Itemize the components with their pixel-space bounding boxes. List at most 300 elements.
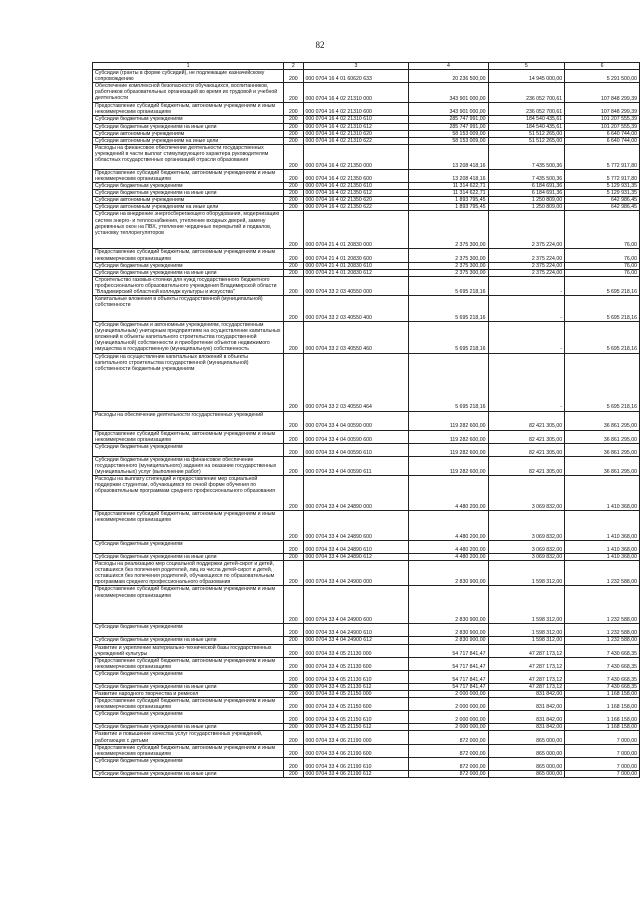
- classification-code-cell: 000 0704 33 4 04 00590 000: [303, 411, 409, 430]
- classification-code-cell: 000 0704 33 4 04 24900 600: [303, 586, 409, 624]
- table-row: [93, 476, 640, 511]
- unexecuted-amount-cell: 7 000,00: [565, 770, 640, 777]
- row-code-cell: 200: [284, 123, 303, 130]
- unexecuted-amount-cell: 6 640 744,00: [565, 130, 640, 137]
- approved-amount-cell: 1 893 795,45: [409, 204, 488, 211]
- unexecuted-amount-cell: 7 430 668,35: [565, 657, 640, 670]
- approved-amount-cell: 2 830 900,00: [409, 586, 488, 624]
- row-name-cell: Субсидии бюджетным учреждениям на иные цели: [93, 554, 284, 561]
- unexecuted-amount-cell: 7 000,00: [565, 744, 640, 757]
- unexecuted-amount-cell: 1 168 158,00: [565, 724, 640, 731]
- row-code-cell: 200: [284, 456, 303, 475]
- approved-amount-cell: 54 717 841,47: [409, 644, 488, 657]
- unexecuted-amount-cell: 76,00: [565, 269, 640, 276]
- table-row: [93, 541, 640, 554]
- approved-amount-cell: 13 208 418,16: [409, 144, 488, 169]
- classification-code-cell: 000 0704 33 4 04 24890 610: [303, 541, 409, 554]
- classification-code-cell: 000 0704 16 4 02 21350 610: [303, 183, 409, 190]
- classification-code-cell: 000 0704 33 4 05 21150 612: [303, 724, 409, 731]
- classification-code-cell: 000 0704 21 4 01 20830 610: [303, 262, 409, 269]
- approved-amount-cell: 343 901 000,00: [409, 83, 488, 103]
- classification-code-cell: 000 0704 16 4 02 21350 612: [303, 190, 409, 197]
- executed-amount-cell: 1 598 312,00: [488, 561, 565, 586]
- table-row: [93, 322, 640, 353]
- row-name-cell: Субсидии бюджетным учреждениям: [93, 541, 284, 554]
- row-name-cell: Субсидии бюджетным учреждениям на финансовое обеспечение государственного (муниципального) задания на оказание государственных (муниципальных) услуг (выполнение работ): [93, 456, 284, 475]
- executed-amount-cell: 184 540 435,61: [488, 116, 565, 123]
- row-code-cell: 200: [284, 103, 303, 116]
- executed-amount-cell: -: [488, 296, 565, 322]
- classification-code-cell: 000 0704 33 2 03 40550 400: [303, 296, 409, 322]
- table-row: [93, 183, 640, 190]
- row-code-cell: 200: [284, 757, 303, 770]
- unexecuted-amount-cell: 5 129 931,35: [565, 190, 640, 197]
- unexecuted-amount-cell: 7 430 668,35: [565, 644, 640, 657]
- approved-amount-cell: 872 000,00: [409, 731, 488, 744]
- approved-amount-cell: 54 717 841,47: [409, 657, 488, 670]
- unexecuted-amount-cell: 642 986,45: [565, 204, 640, 211]
- executed-amount-cell: 82 421 305,00: [488, 443, 565, 456]
- row-code-cell: 200: [284, 276, 303, 295]
- unexecuted-amount-cell: 1 168 158,00: [565, 691, 640, 698]
- row-name-cell: Субсидии автономным учреждениям на иные цели: [93, 204, 284, 211]
- row-code-cell: 200: [284, 411, 303, 430]
- classification-code-cell: 000 0704 33 4 05 21130 000: [303, 644, 409, 657]
- approved-amount-cell: 5 695 218,16: [409, 276, 488, 295]
- classification-code-cell: 000 0704 16 4 02 21350 622: [303, 204, 409, 211]
- classification-code-cell: 000 0704 33 4 04 00590 611: [303, 456, 409, 475]
- executed-amount-cell: 7 435 500,36: [488, 169, 565, 182]
- row-code-cell: 200: [284, 144, 303, 169]
- classification-code-cell: 000 0704 33 4 05 21150 610: [303, 711, 409, 724]
- row-name-cell: Субсидии бюджетным учреждениям: [93, 670, 284, 683]
- classification-code-cell: 000 0704 33 4 05 21150 000: [303, 691, 409, 698]
- table-row: [93, 683, 640, 690]
- row-name-cell: Субсидии бюджетным учреждениям: [93, 116, 284, 123]
- classification-code-cell: 000 0704 16 4 02 21310 000: [303, 83, 409, 103]
- classification-code-cell: 000 0704 33 4 04 24890 600: [303, 511, 409, 541]
- approved-amount-cell: 54 717 841,47: [409, 670, 488, 683]
- executed-amount-cell: 236 052 700,61: [488, 83, 565, 103]
- approved-amount-cell: 5 695 218,16: [409, 322, 488, 353]
- approved-amount-cell: 11 314 622,71: [409, 183, 488, 190]
- row-code-cell: 200: [284, 204, 303, 211]
- unexecuted-amount-cell: 36 861 295,00: [565, 456, 640, 475]
- approved-amount-cell: 2 375 300,00: [409, 269, 488, 276]
- row-name-cell: Предоставление субсидий бюджетным, автономным учреждениям и иным некоммерческим организациям: [93, 698, 284, 711]
- budget-execution-table: [92, 62, 640, 778]
- table-row: [93, 724, 640, 731]
- row-code-cell: 200: [284, 698, 303, 711]
- table-row: [93, 249, 640, 262]
- approved-amount-cell: 58 153 009,00: [409, 137, 488, 144]
- row-code-cell: 200: [284, 70, 303, 83]
- classification-code-cell: 000 0704 16 4 02 21350 620: [303, 197, 409, 204]
- executed-amount-cell: 865 000,00: [488, 744, 565, 757]
- classification-code-cell: 000 0704 16 4 02 21310 600: [303, 103, 409, 116]
- unexecuted-amount-cell: 107 848 299,39: [565, 83, 640, 103]
- row-code-cell: 200: [284, 561, 303, 586]
- executed-amount-cell: 2 375 224,00: [488, 269, 565, 276]
- approved-amount-cell: 58 153 009,00: [409, 130, 488, 137]
- table-row: [93, 443, 640, 456]
- classification-code-cell: 000 0704 33 4 06 21190 000: [303, 731, 409, 744]
- classification-code-cell: 000 0704 33 4 05 21150 600: [303, 698, 409, 711]
- table-header: [93, 63, 640, 70]
- unexecuted-amount-cell: 1 168 158,00: [565, 711, 640, 724]
- row-code-cell: 200: [284, 130, 303, 137]
- approved-amount-cell: 2 830 900,00: [409, 624, 488, 637]
- approved-amount-cell: 119 282 600,00: [409, 411, 488, 430]
- approved-amount-cell: 872 000,00: [409, 757, 488, 770]
- approved-amount-cell: 2 000 000,00: [409, 724, 488, 731]
- unexecuted-amount-cell: 1 410 368,00: [565, 476, 640, 511]
- row-code-cell: 200: [284, 644, 303, 657]
- classification-code-cell: 000 0704 33 4 04 00590 600: [303, 430, 409, 443]
- table-row: [93, 637, 640, 644]
- executed-amount-cell: 184 540 435,61: [488, 123, 565, 130]
- executed-amount-cell: 2 375 224,00: [488, 249, 565, 262]
- table-row: [93, 70, 640, 83]
- classification-code-cell: 000 0704 21 4 01 20830 000: [303, 211, 409, 249]
- classification-code-cell: 000 0704 33 2 03 40550 460: [303, 322, 409, 353]
- classification-code-cell: 000 0704 33 4 05 21130 612: [303, 683, 409, 690]
- table-row: [93, 262, 640, 269]
- executed-amount-cell: 831 842,00: [488, 711, 565, 724]
- executed-amount-cell: 831 842,00: [488, 698, 565, 711]
- approved-amount-cell: 872 000,00: [409, 770, 488, 777]
- row-name-cell: Субсидии бюджетным учреждениям на иные цели: [93, 724, 284, 731]
- table-row: [93, 430, 640, 443]
- table-row: [93, 456, 640, 475]
- approved-amount-cell: 2 375 300,00: [409, 262, 488, 269]
- table-row: [93, 561, 640, 586]
- row-code-cell: 200: [284, 137, 303, 144]
- classification-code-cell: 000 0704 16 4 02 21310 622: [303, 137, 409, 144]
- approved-amount-cell: 4 480 200,00: [409, 554, 488, 561]
- unexecuted-amount-cell: 1 410 368,00: [565, 511, 640, 541]
- executed-amount-cell: -: [488, 322, 565, 353]
- executed-amount-cell: 1 250 809,00: [488, 197, 565, 204]
- classification-code-cell: 000 0704 33 4 04 24890 000: [303, 476, 409, 511]
- approved-amount-cell: 4 480 200,00: [409, 511, 488, 541]
- unexecuted-amount-cell: 101 207 555,39: [565, 116, 640, 123]
- row-name-cell: Расходы на выплату стипендий и предоставление мер социальной поддержки студентам, обучающимся по очной форме обучения по образовательным программам среднего профессионального образования: [93, 476, 284, 511]
- row-code-cell: 200: [284, 637, 303, 644]
- table-row: [93, 353, 640, 411]
- executed-amount-cell: 2 375 224,00: [488, 211, 565, 249]
- row-name-cell: Предоставление субсидий бюджетным, автономным учреждениям и иным некоммерческим организациям: [93, 103, 284, 116]
- column-header-1: 1: [93, 63, 284, 70]
- table-row: [93, 197, 640, 204]
- approved-amount-cell: 119 282 600,00: [409, 456, 488, 475]
- executed-amount-cell: 3 069 832,00: [488, 511, 565, 541]
- approved-amount-cell: 343 901 000,00: [409, 103, 488, 116]
- row-name-cell: Строительство газовых-стоянки для нужд государственного бюджетного профессионального образовательного учреждения Владимирской области "Владимирский областной колледж культуры и искусства": [93, 276, 284, 295]
- executed-amount-cell: 14 945 000,00: [488, 70, 565, 83]
- row-code-cell: 200: [284, 657, 303, 670]
- executed-amount-cell: 51 512 265,00: [488, 137, 565, 144]
- row-code-cell: 200: [284, 731, 303, 744]
- executed-amount-cell: 47 287 173,12: [488, 644, 565, 657]
- unexecuted-amount-cell: 1 232 588,00: [565, 624, 640, 637]
- approved-amount-cell: 11 314 622,71: [409, 190, 488, 197]
- row-name-cell: Субсидии автономным учреждениям: [93, 197, 284, 204]
- row-name-cell: Субсидии автономным учреждениям на иные цели: [93, 137, 284, 144]
- column-header-6: 6: [565, 63, 640, 70]
- executed-amount-cell: 82 421 305,00: [488, 430, 565, 443]
- unexecuted-amount-cell: 5 695 218,16: [565, 322, 640, 353]
- executed-amount-cell: 47 287 173,12: [488, 683, 565, 690]
- executed-amount-cell: 6 184 691,36: [488, 183, 565, 190]
- approved-amount-cell: 2 000 000,00: [409, 711, 488, 724]
- unexecuted-amount-cell: 76,00: [565, 211, 640, 249]
- table-row: [93, 586, 640, 624]
- table-row: [93, 276, 640, 295]
- table-row: [93, 698, 640, 711]
- executed-amount-cell: 865 000,00: [488, 731, 565, 744]
- executed-amount-cell: 1 250 809,00: [488, 204, 565, 211]
- executed-amount-cell: 3 069 832,00: [488, 476, 565, 511]
- row-code-cell: 200: [284, 190, 303, 197]
- row-code-cell: 200: [284, 554, 303, 561]
- unexecuted-amount-cell: 1 168 158,00: [565, 698, 640, 711]
- row-name-cell: Субсидии бюджетным учреждениям: [93, 711, 284, 724]
- row-name-cell: Предоставление субсидий бюджетным, автономным учреждениям и иным некоммерческим организациям: [93, 430, 284, 443]
- row-name-cell: Субсидии бюджетным учреждениям: [93, 262, 284, 269]
- unexecuted-amount-cell: 7 430 668,35: [565, 683, 640, 690]
- row-code-cell: 200: [284, 586, 303, 624]
- row-name-cell: Субсидии бюджетным учреждениям: [93, 183, 284, 190]
- page-number: 82: [315, 40, 325, 50]
- executed-amount-cell: 3 069 832,00: [488, 554, 565, 561]
- unexecuted-amount-cell: 1 410 368,00: [565, 554, 640, 561]
- unexecuted-amount-cell: 642 986,45: [565, 197, 640, 204]
- classification-code-cell: 000 0704 33 2 03 40550 000: [303, 276, 409, 295]
- approved-amount-cell: 285 747 991,00: [409, 116, 488, 123]
- row-code-cell: 200: [284, 683, 303, 690]
- table-row: [93, 116, 640, 123]
- unexecuted-amount-cell: 36 861 295,00: [565, 443, 640, 456]
- table-body: [93, 70, 640, 778]
- table-row: [93, 757, 640, 770]
- table-row: [93, 731, 640, 744]
- row-code-cell: 200: [284, 269, 303, 276]
- row-name-cell: Субсидии бюджетным учреждениям: [93, 757, 284, 770]
- executed-amount-cell: -: [488, 276, 565, 295]
- executed-amount-cell: 7 435 500,36: [488, 144, 565, 169]
- row-name-cell: Предоставление субсидий бюджетным, автономным учреждениям и иным некоммерческим организациям: [93, 169, 284, 182]
- executed-amount-cell: 236 052 700,61: [488, 103, 565, 116]
- row-code-cell: 200: [284, 770, 303, 777]
- table-row: [93, 137, 640, 144]
- classification-code-cell: 000 0704 33 4 05 21130 610: [303, 670, 409, 683]
- unexecuted-amount-cell: 5 129 931,35: [565, 183, 640, 190]
- row-name-cell: Субсидии на внедрение энергосберегающего оборудования, модернизацию систем энерго- и теплоснабжения, утепление входных дверей, замену деревянных окон на ПВХ, утепление чердачных перекрытий и подвалов, установку теплорегуляторов: [93, 211, 284, 249]
- unexecuted-amount-cell: 107 848 299,39: [565, 103, 640, 116]
- row-code-cell: 200: [284, 691, 303, 698]
- row-name-cell: Предоставление субсидий бюджетным, автономным учреждениям и иным некоммерческим организациям: [93, 586, 284, 624]
- unexecuted-amount-cell: 5 772 917,80: [565, 144, 640, 169]
- unexecuted-amount-cell: 76,00: [565, 249, 640, 262]
- row-name-cell: Субсидии бюджетным учреждениям на иные цели: [93, 637, 284, 644]
- approved-amount-cell: 2 830 900,00: [409, 561, 488, 586]
- classification-code-cell: 000 0704 33 4 04 24900 610: [303, 624, 409, 637]
- classification-code-cell: 000 0704 16 4 02 21350 000: [303, 144, 409, 169]
- table-row: [93, 296, 640, 322]
- unexecuted-amount-cell: 76,00: [565, 262, 640, 269]
- table-row: [93, 670, 640, 683]
- row-name-cell: Субсидии бюджетным учреждениям на иные цели: [93, 269, 284, 276]
- row-name-cell: Субсидии бюджетным учреждениям на иные цели: [93, 190, 284, 197]
- row-name-cell: Субсидии бюджетным учреждениям: [93, 624, 284, 637]
- row-name-cell: Субсидии автономным учреждениям: [93, 130, 284, 137]
- unexecuted-amount-cell: 36 861 295,00: [565, 430, 640, 443]
- approved-amount-cell: 20 236 500,00: [409, 70, 488, 83]
- row-code-cell: 200: [284, 430, 303, 443]
- table-row: [93, 711, 640, 724]
- classification-code-cell: 000 0704 33 2 03 40550 464: [303, 353, 409, 411]
- row-name-cell: Предоставление субсидий бюджетным, автономным учреждениям и иным некоммерческим организациям: [93, 249, 284, 262]
- table-row: [93, 657, 640, 670]
- table-row: [93, 269, 640, 276]
- executed-amount-cell: 865 000,00: [488, 770, 565, 777]
- row-code-cell: 200: [284, 711, 303, 724]
- unexecuted-amount-cell: 5 695 218,16: [565, 296, 640, 322]
- table-row: [93, 190, 640, 197]
- classification-code-cell: 000 0704 33 4 06 21190 610: [303, 757, 409, 770]
- approved-amount-cell: 2 375 300,00: [409, 249, 488, 262]
- table-row: [93, 624, 640, 637]
- table-row: [93, 211, 640, 249]
- row-name-cell: Предоставление субсидий бюджетным, автономным учреждениям и иным некоммерческим организациям: [93, 657, 284, 670]
- classification-code-cell: 000 0704 33 4 04 00590 610: [303, 443, 409, 456]
- column-header-2: 2: [284, 63, 303, 70]
- executed-amount-cell: -: [488, 353, 565, 411]
- approved-amount-cell: 13 208 418,16: [409, 169, 488, 182]
- row-name-cell: Обеспечение комплексной безопасности обучающихся, воспитанников, работников образовательных организаций во время их трудовой и учебной деятельности: [93, 83, 284, 103]
- row-name-cell: Субсидии бюджетным учреждениям: [93, 443, 284, 456]
- row-code-cell: 200: [284, 322, 303, 353]
- row-code-cell: 200: [284, 476, 303, 511]
- table-row: [93, 130, 640, 137]
- classification-code-cell: 000 0704 16 4 02 21310 620: [303, 130, 409, 137]
- approved-amount-cell: 872 000,00: [409, 744, 488, 757]
- row-name-cell: Развитие и укрепление материально-технической базы государственных учреждений культуры: [93, 644, 284, 657]
- approved-amount-cell: 119 282 600,00: [409, 443, 488, 456]
- row-code-cell: 200: [284, 541, 303, 554]
- executed-amount-cell: 831 842,00: [488, 724, 565, 731]
- row-code-cell: 200: [284, 116, 303, 123]
- table-row: [93, 204, 640, 211]
- executed-amount-cell: 1 598 312,00: [488, 586, 565, 624]
- unexecuted-amount-cell: 1 232 588,00: [565, 561, 640, 586]
- unexecuted-amount-cell: 101 207 555,39: [565, 123, 640, 130]
- row-name-cell: Расходы на финансовое обеспечение деятельности государственных учреждений в части выплат стимулирующего характера руководителям областных государственных организаций отрасли образования: [93, 144, 284, 169]
- executed-amount-cell: 47 287 173,12: [488, 657, 565, 670]
- unexecuted-amount-cell: 7 000,00: [565, 731, 640, 744]
- row-name-cell: Субсидии бюджетным учреждениям на иные цели: [93, 123, 284, 130]
- row-name-cell: Субсидии бюджетным учреждениям на иные цели: [93, 770, 284, 777]
- table-row: [93, 83, 640, 103]
- classification-code-cell: 000 0704 33 4 04 24900 000: [303, 561, 409, 586]
- executed-amount-cell: 47 287 173,12: [488, 670, 565, 683]
- unexecuted-amount-cell: 1 232 588,00: [565, 637, 640, 644]
- approved-amount-cell: 2 000 000,00: [409, 698, 488, 711]
- approved-amount-cell: 1 893 795,45: [409, 197, 488, 204]
- row-code-cell: 200: [284, 624, 303, 637]
- column-number-row: [93, 63, 640, 70]
- row-code-cell: 200: [284, 249, 303, 262]
- unexecuted-amount-cell: 5 695 218,16: [565, 353, 640, 411]
- classification-code-cell: 000 0704 33 4 06 21190 600: [303, 744, 409, 757]
- row-code-cell: 200: [284, 183, 303, 190]
- executed-amount-cell: 51 512 265,00: [488, 130, 565, 137]
- unexecuted-amount-cell: 5 772 917,80: [565, 169, 640, 182]
- approved-amount-cell: 5 695 218,16: [409, 296, 488, 322]
- executed-amount-cell: 82 421 305,00: [488, 456, 565, 475]
- table-row: [93, 103, 640, 116]
- table-row: [93, 554, 640, 561]
- row-name-cell: Субсидии на осуществление капитальных вложений в объекты капитального строительства государственной (муниципальной) собственности бюджетным учреждениям: [93, 353, 284, 411]
- classification-code-cell: 000 0704 16 4 02 21310 610: [303, 116, 409, 123]
- executed-amount-cell: 82 421 305,00: [488, 411, 565, 430]
- approved-amount-cell: 2 375 300,00: [409, 211, 488, 249]
- table-row: [93, 770, 640, 777]
- row-code-cell: 200: [284, 83, 303, 103]
- executed-amount-cell: 6 184 691,36: [488, 190, 565, 197]
- unexecuted-amount-cell: 6 640 744,00: [565, 137, 640, 144]
- row-name-cell: Предоставление субсидий бюджетным, автономным учреждениям и иным некоммерческим организациям: [93, 744, 284, 757]
- approved-amount-cell: 4 480 200,00: [409, 476, 488, 511]
- row-code-cell: 200: [284, 744, 303, 757]
- unexecuted-amount-cell: 1 410 368,00: [565, 541, 640, 554]
- table-row: [93, 411, 640, 430]
- classification-code-cell: 000 0704 21 4 01 20830 600: [303, 249, 409, 262]
- classification-code-cell: 000 0704 21 4 01 20830 612: [303, 269, 409, 276]
- unexecuted-amount-cell: 5 695 218,16: [565, 276, 640, 295]
- row-code-cell: 200: [284, 353, 303, 411]
- unexecuted-amount-cell: 1 232 588,00: [565, 586, 640, 624]
- column-header-5: 5: [488, 63, 565, 70]
- unexecuted-amount-cell: 5 291 500,00: [565, 70, 640, 83]
- approved-amount-cell: 2 000 000,00: [409, 691, 488, 698]
- classification-code-cell: 000 0704 16 4 02 21310 612: [303, 123, 409, 130]
- table-row: [93, 144, 640, 169]
- classification-code-cell: 000 0704 33 4 04 24900 612: [303, 637, 409, 644]
- classification-code-cell: 000 0704 16 4 02 21350 600: [303, 169, 409, 182]
- approved-amount-cell: 5 695 218,16: [409, 353, 488, 411]
- unexecuted-amount-cell: 36 861 295,00: [565, 411, 640, 430]
- table-row: [93, 123, 640, 130]
- classification-code-cell: 000 0704 33 4 04 24890 612: [303, 554, 409, 561]
- row-code-cell: 200: [284, 443, 303, 456]
- column-header-3: 3: [303, 63, 409, 70]
- row-name-cell: Предоставление субсидий бюджетным, автономным учреждениям и иным некоммерческим организациям: [93, 511, 284, 541]
- row-name-cell: Капитальные вложения в объекты государственной (муниципальной) собственности: [93, 296, 284, 322]
- approved-amount-cell: 2 830 900,00: [409, 637, 488, 644]
- row-name-cell: Субсидии бюджетным учреждениям на иные цели: [93, 683, 284, 690]
- row-code-cell: 200: [284, 296, 303, 322]
- executed-amount-cell: 865 000,00: [488, 757, 565, 770]
- row-code-cell: 200: [284, 724, 303, 731]
- table-row: [93, 744, 640, 757]
- approved-amount-cell: 54 717 841,47: [409, 683, 488, 690]
- table-row: [93, 644, 640, 657]
- unexecuted-amount-cell: 7 000,00: [565, 757, 640, 770]
- approved-amount-cell: 119 282 600,00: [409, 430, 488, 443]
- row-code-cell: 200: [284, 262, 303, 269]
